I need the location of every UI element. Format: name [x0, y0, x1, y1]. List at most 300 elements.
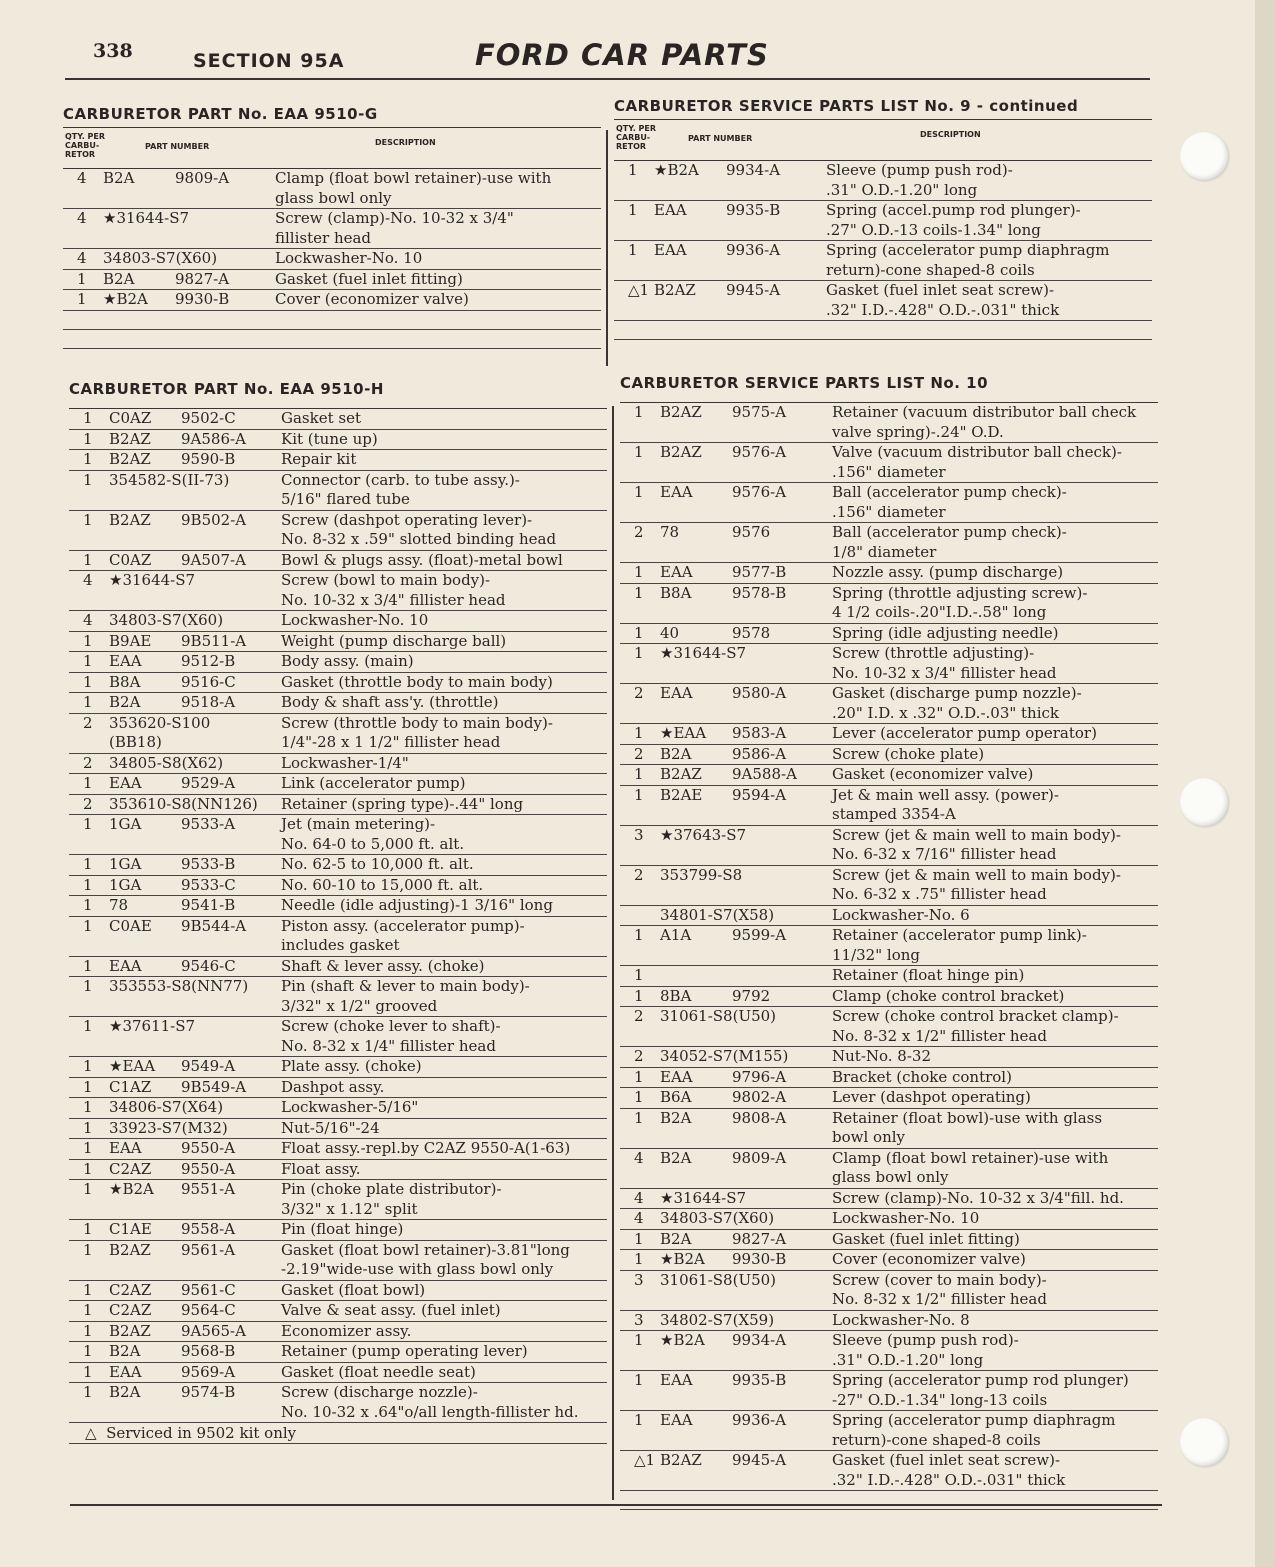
table-row — [69, 430, 607, 451]
qty-cell: 2 — [83, 794, 93, 813]
qty-cell: 3 — [634, 1270, 644, 1289]
qty-cell: 2 — [634, 523, 644, 541]
part-prefix-cell: B2AZ — [109, 1321, 151, 1340]
part-prefix-cell: B2AZ — [109, 510, 151, 529]
part-prefix-cell: B2AZ — [654, 281, 696, 299]
table-row — [620, 443, 1158, 483]
part-base-cell: 9533-A — [181, 815, 236, 833]
part-base-cell: 9935-B — [732, 1371, 787, 1389]
description-cell: Pin (shaft & lever to main body)- 3/32" x 1/2" grooved — [281, 977, 530, 1015]
table-row — [614, 161, 1152, 201]
part-prefix-cell: B2A — [109, 1383, 141, 1401]
description-cell: Shaft & lever assy. (choke) — [281, 956, 485, 975]
part-prefix-cell: C2AZ — [109, 1280, 152, 1299]
description-cell: Jet & main well assy. (power)- stamped 3354-A — [832, 785, 1059, 823]
part-prefix-cell: 40 — [660, 623, 680, 642]
description-cell: Retainer (vacuum distributor ball check valve spring)-.24" O.D. — [832, 403, 1137, 441]
qty-cell: 1 — [83, 916, 93, 935]
description-cell: Screw (cover to main body)- No. 8-32 x 1/2" fillister head — [832, 1270, 1047, 1308]
table-row — [69, 471, 607, 511]
table-row — [620, 826, 1158, 866]
part-prefix-cell: C1AZ — [109, 1077, 152, 1096]
block-heading: CARBURETOR SERVICE PARTS LIST No. 10 — [620, 374, 989, 392]
qty-cell: 1 — [83, 652, 93, 670]
part-prefix-cell: ★B2A — [660, 1250, 705, 1268]
part-base-cell: 9936-A — [726, 241, 781, 259]
part-base-cell: 9549-A — [181, 1057, 236, 1075]
description-cell: Screw (clamp)-No. 10-32 x 3/4"fill. hd. — [832, 1188, 1124, 1207]
description-cell: Gasket (throttle body to main body) — [281, 672, 553, 691]
part-base-cell: 9808-A — [732, 1108, 787, 1127]
part-prefix-cell: EAA — [109, 1362, 142, 1381]
qty-cell: 1 — [83, 815, 93, 833]
parts-list — [63, 169, 601, 349]
part-base-cell: 9936-A — [732, 1411, 787, 1429]
qty-cell: 1 — [634, 583, 644, 602]
part-prefix-cell: 354582-S(II-73) — [109, 470, 230, 489]
table-row — [620, 724, 1158, 745]
qty-cell: △1 — [628, 281, 650, 299]
description-cell: Gasket (float bowl retainer)-3.81"long -2.19"wide-use with glass bowl only — [281, 1240, 570, 1278]
part-prefix-cell: ★B2A — [103, 290, 148, 308]
binder-hole-bottom — [1180, 1418, 1228, 1466]
description-header: DESCRIPTION — [375, 138, 436, 147]
table-row — [620, 584, 1158, 624]
table-row — [620, 926, 1158, 966]
part-prefix-cell: B2A — [660, 1229, 692, 1248]
qty-cell: 1 — [83, 631, 93, 650]
table-row — [63, 311, 601, 330]
part-prefix-cell: EAA — [654, 201, 687, 219]
part-base-cell: 9533-B — [181, 855, 236, 873]
table-row — [620, 403, 1158, 443]
description-cell: Sleeve (pump push rod)- .31" O.D.-1.20" long — [832, 1331, 1019, 1369]
part-base-cell: 9516-C — [181, 672, 236, 691]
part-prefix-cell: EAA — [109, 774, 142, 792]
table-row — [620, 684, 1158, 724]
part-base-cell: 9583-A — [732, 724, 787, 742]
table-row — [620, 1209, 1158, 1230]
qty-cell: 1 — [83, 550, 93, 569]
column-header — [614, 119, 1152, 161]
qty-cell: 4 — [634, 1188, 644, 1207]
qty-cell: 1 — [83, 693, 93, 711]
table-row — [69, 1180, 607, 1220]
table-row — [614, 321, 1152, 340]
part-base-cell: 9575-A — [732, 403, 787, 421]
part-prefix-cell: 1GA — [109, 855, 142, 873]
table-row — [69, 571, 607, 611]
parts-list — [614, 161, 1152, 340]
description-cell: Retainer (spring type)-.44" long — [281, 794, 524, 813]
table-row — [620, 523, 1158, 563]
part-base-cell: 9599-A — [732, 926, 787, 944]
part-prefix-cell: C0AZ — [109, 550, 152, 569]
table-row — [69, 652, 607, 673]
description-cell: Retainer (pump operating lever) — [281, 1342, 528, 1360]
part-base-cell: 9546-C — [181, 956, 236, 975]
description-cell: Dashpot assy. — [281, 1077, 385, 1096]
part-base-cell: 9930-B — [175, 290, 230, 308]
description-cell: Screw (discharge nozzle)- No. 10-32 x .64"o/all length-fillister hd. — [281, 1383, 579, 1421]
description-cell: Pin (float hinge) — [281, 1220, 404, 1238]
part-prefix-cell: 1GA — [109, 875, 142, 894]
part-prefix-cell: 78 — [660, 523, 680, 541]
table-row — [620, 1371, 1158, 1411]
footnote-text: △ Serviced in 9502 kit only — [85, 1424, 297, 1442]
description-cell: No. 60-10 to 15,000 ft. alt. — [281, 875, 484, 894]
part-base-cell: 9B544-A — [181, 916, 247, 935]
description-cell: Lockwasher-No. 6 — [832, 905, 970, 924]
qty-cell: 1 — [634, 785, 644, 804]
part-base-cell: 9576 — [732, 523, 771, 541]
description-cell: Clamp (choke control bracket) — [832, 986, 1065, 1005]
block-service-list-9 — [614, 97, 1152, 340]
header-rule — [65, 78, 1150, 80]
table-row — [69, 957, 607, 978]
table-row — [69, 551, 607, 572]
description-cell: Gasket set — [281, 409, 361, 427]
qty-cell: 1 — [77, 290, 87, 308]
part-base-cell: 9945-A — [732, 1451, 787, 1469]
table-row — [63, 270, 601, 291]
description-cell: Ball (accelerator pump check)- 1/8" diameter — [832, 523, 1067, 561]
table-row — [69, 754, 607, 775]
part-base-cell: 9B502-A — [181, 510, 247, 529]
qty-cell: 1 — [634, 623, 644, 642]
part-prefix-cell: B2A — [660, 744, 692, 763]
description-cell: Lever (dashpot operating) — [832, 1088, 1031, 1106]
part-prefix-cell: ★31644-S7 — [109, 571, 196, 589]
qty-cell: 4 — [77, 209, 87, 227]
table-row — [69, 1119, 607, 1140]
qty-cell: 2 — [634, 684, 644, 702]
part-prefix-cell: B2AZ — [660, 765, 702, 783]
qty-cell: 1 — [83, 450, 93, 468]
part-prefix-cell: B2A — [109, 693, 141, 711]
part-prefix-cell: 8BA — [660, 986, 692, 1005]
qty-cell: △1 — [634, 1451, 656, 1469]
qty-cell: 1 — [634, 483, 644, 501]
part-prefix-cell: B8A — [660, 583, 692, 602]
description-cell: Screw (throttle body to main body)- 1/4"-28 x 1 1/2" fillister head — [281, 713, 553, 751]
table-row — [69, 409, 607, 430]
part-prefix-cell: 33923-S7(M32) — [109, 1118, 228, 1137]
part-prefix-cell: B2A — [109, 1342, 141, 1360]
table-row — [620, 1109, 1158, 1149]
qty-cell: 1 — [83, 1017, 93, 1035]
table-row — [620, 765, 1158, 786]
part-base-cell: 9809-A — [732, 1148, 787, 1167]
table-row — [69, 876, 607, 897]
table-row — [69, 1363, 607, 1384]
footnote — [69, 1423, 607, 1444]
description-cell: Spring (accelerator pump diaphragm return)-cone shaped-8 coils — [832, 1411, 1116, 1449]
table-row — [69, 1301, 607, 1322]
table-row — [620, 1311, 1158, 1332]
description-cell: Gasket (float needle seat) — [281, 1362, 476, 1381]
description-cell: Body assy. (main) — [281, 652, 414, 670]
description-cell: Cover (economizer valve) — [275, 290, 469, 308]
qty-cell: 1 — [83, 1180, 93, 1198]
table-row — [620, 563, 1158, 584]
qty-cell: 2 — [634, 1007, 644, 1025]
table-row — [63, 209, 601, 249]
description-cell: Screw (choke lever to shaft)- No. 8-32 x 1/4" fillister head — [281, 1017, 501, 1055]
qty-cell: 4 — [83, 571, 93, 589]
part-prefix-cell: ★37643-S7 — [660, 825, 747, 844]
page-edge — [1255, 0, 1275, 1567]
part-prefix-cell: 34803-S7(X60) — [660, 1209, 775, 1227]
column-divider-bottom — [612, 406, 614, 1500]
part-prefix-cell: 353620-S100 (BB18) — [109, 713, 211, 751]
part-prefix-cell: C0AZ — [109, 409, 152, 427]
table-row — [620, 906, 1158, 927]
part-prefix-cell: B2A — [103, 169, 135, 187]
part-base-cell: 9590-B — [181, 450, 236, 468]
table-row — [620, 1411, 1158, 1451]
description-cell: Lockwasher-No. 10 — [275, 249, 423, 267]
part-prefix-cell: C1AE — [109, 1220, 152, 1238]
part-number-header: PART NUMBER — [145, 142, 210, 151]
table-row — [620, 1149, 1158, 1189]
table-row — [620, 1250, 1158, 1271]
description-cell: Weight (pump discharge ball) — [281, 631, 507, 650]
qty-cell: 1 — [634, 1067, 644, 1086]
part-base-cell: 9A507-A — [181, 550, 246, 569]
part-base-cell: 9792 — [732, 986, 771, 1005]
description-cell: Nut-No. 8-32 — [832, 1047, 932, 1065]
table-row — [69, 693, 607, 714]
part-prefix-cell: EAA — [654, 241, 687, 259]
qty-cell: 1 — [634, 765, 644, 783]
qty-header: QTY. PER CARBU- RETOR — [65, 132, 106, 159]
part-base-cell: 9578-B — [732, 583, 787, 602]
part-prefix-cell: B2AZ — [660, 443, 702, 461]
table-row — [69, 1281, 607, 1302]
table-row — [620, 644, 1158, 684]
binder-hole-middle — [1180, 778, 1228, 826]
qty-cell: 1 — [83, 510, 93, 529]
table-row — [620, 1491, 1158, 1510]
description-cell: Lockwasher-No. 8 — [832, 1310, 970, 1329]
part-prefix-cell: 353553-S8(NN77) — [109, 977, 249, 995]
table-row — [620, 1230, 1158, 1251]
description-cell: Screw (jet & main well to main body)- No. 6-32 x .75" fillister head — [832, 865, 1121, 903]
column-divider-top — [606, 130, 608, 366]
qty-cell: 1 — [83, 1159, 93, 1178]
table-row — [69, 795, 607, 816]
description-cell: Float assy. — [281, 1159, 361, 1178]
qty-cell: 4 — [634, 1209, 644, 1227]
part-prefix-cell: ★EAA — [660, 724, 707, 742]
table-row — [69, 774, 607, 795]
description-cell: No. 62-5 to 10,000 ft. alt. — [281, 855, 474, 873]
description-cell: Spring (accelerator pump diaphragm return)-cone shaped-8 coils — [826, 241, 1110, 279]
qty-cell: 1 — [634, 926, 644, 944]
description-cell: Cover (economizer valve) — [832, 1250, 1026, 1268]
description-cell: Piston assy. (accelerator pump)- includes gasket — [281, 916, 525, 954]
table-row — [614, 201, 1152, 241]
part-prefix-cell: EAA — [109, 1139, 142, 1157]
part-prefix-cell: 353799-S8 — [660, 865, 743, 884]
part-prefix-cell: B2A — [660, 1148, 692, 1167]
part-prefix-cell: C2AZ — [109, 1159, 152, 1178]
table-row — [63, 290, 601, 311]
qty-cell: 1 — [634, 966, 644, 984]
table-row — [69, 1139, 607, 1160]
qty-cell: 2 — [634, 1047, 644, 1065]
part-base-cell: 9576-A — [732, 483, 787, 501]
part-base-cell: 9B511-A — [181, 631, 247, 650]
qty-cell: 2 — [83, 713, 93, 732]
part-prefix-cell: B2A — [660, 1108, 692, 1127]
table-row — [620, 866, 1158, 906]
table-row — [69, 815, 607, 855]
description-cell: Retainer (float bowl)-use with glass bowl only — [832, 1108, 1103, 1146]
qty-cell: 1 — [83, 672, 93, 691]
part-base-cell: 9827-A — [175, 269, 230, 288]
description-cell: Gasket (economizer valve) — [832, 765, 1034, 783]
qty-cell: 1 — [83, 855, 93, 873]
qty-cell: 1 — [83, 429, 93, 448]
page-number: 338 — [93, 40, 133, 62]
table-row — [620, 1271, 1158, 1311]
qty-cell: 1 — [634, 1229, 644, 1248]
qty-cell: 1 — [83, 977, 93, 995]
part-prefix-cell: B2AZ — [660, 1451, 702, 1469]
table-row — [69, 1383, 607, 1423]
description-cell: Link (accelerator pump) — [281, 774, 466, 792]
description-cell: Gasket (fuel inlet fitting) — [832, 1229, 1020, 1248]
table-row — [69, 1160, 607, 1181]
description-cell: Clamp (float bowl retainer)-use with glass bowl only — [832, 1148, 1109, 1186]
table-row — [620, 624, 1158, 645]
table-row — [69, 1078, 607, 1099]
qty-cell: 1 — [634, 1108, 644, 1127]
description-cell: Gasket (float bowl) — [281, 1280, 426, 1299]
description-cell: Screw (bowl to main body)- No. 10-32 x 3/4" fillister head — [281, 571, 506, 609]
part-prefix-cell: 34803-S7(X60) — [109, 611, 224, 629]
description-cell: Gasket (discharge pump nozzle)- .20" I.D. x .32" O.D.-.03" thick — [832, 684, 1082, 722]
part-prefix-cell: ★31644-S7 — [660, 644, 747, 662]
description-cell: Sleeve (pump push rod)- .31" O.D.-1.20" long — [826, 161, 1013, 199]
part-base-cell: 9594-A — [732, 785, 787, 804]
table-row — [63, 249, 601, 270]
qty-cell: 1 — [83, 1077, 93, 1096]
qty-cell: 3 — [634, 825, 644, 844]
part-base-cell: 9569-A — [181, 1362, 236, 1381]
qty-cell: 1 — [634, 1371, 644, 1389]
part-base-cell: 9A565-A — [181, 1321, 246, 1340]
table-row — [69, 673, 607, 694]
part-prefix-cell: EAA — [660, 563, 693, 581]
part-prefix-cell: ★B2A — [660, 1331, 705, 1349]
part-base-cell: 9518-A — [181, 693, 236, 711]
part-base-cell: 9574-B — [181, 1383, 236, 1401]
part-base-cell: 9512-B — [181, 652, 236, 670]
part-prefix-cell: B2AZ — [660, 403, 702, 421]
description-cell: Bowl & plugs assy. (float)-metal bowl — [281, 550, 563, 569]
qty-cell: 4 — [77, 169, 87, 187]
part-base-cell: 9550-A — [181, 1159, 236, 1178]
part-base-cell: 9B549-A — [181, 1077, 247, 1096]
description-cell: Needle (idle adjusting)-1 3/16" long — [281, 896, 553, 914]
table-row — [69, 511, 607, 551]
part-prefix-cell: B2AZ — [109, 1240, 151, 1259]
part-prefix-cell: EAA — [660, 1067, 693, 1086]
table-row — [620, 966, 1158, 987]
table-row — [620, 1088, 1158, 1109]
table-row — [620, 1047, 1158, 1068]
part-prefix-cell: 78 — [109, 896, 129, 914]
table-row — [620, 1068, 1158, 1089]
part-prefix-cell: 353610-S8(NN126) — [109, 794, 258, 813]
block-heading: CARBURETOR SERVICE PARTS LIST No. 9 - continued — [614, 97, 1079, 115]
qty-cell: 1 — [83, 956, 93, 975]
parts-list — [620, 402, 1158, 1510]
description-cell: Connector (carb. to tube assy.)- 5/16" flared tube — [281, 470, 520, 508]
qty-cell: 1 — [634, 1088, 644, 1106]
part-base-cell: 9529-A — [181, 774, 236, 792]
description-cell: Pin (choke plate distributor)- 3/32" x 1.12" split — [281, 1180, 502, 1218]
part-base-cell: 9796-A — [732, 1067, 787, 1086]
table-row — [69, 1241, 607, 1281]
part-base-cell: 9827-A — [732, 1229, 787, 1248]
table-row — [69, 917, 607, 957]
qty-cell: 1 — [83, 409, 93, 427]
description-cell: Plate assy. (choke) — [281, 1057, 422, 1075]
part-base-cell: 9561-C — [181, 1280, 236, 1299]
qty-cell: 1 — [83, 1220, 93, 1238]
description-cell: Retainer (float hinge pin) — [832, 966, 1025, 984]
table-row — [69, 1057, 607, 1078]
part-number-header: PART NUMBER — [688, 134, 753, 143]
description-cell: Clamp (float bowl retainer)-use with glass bowl only — [275, 169, 552, 207]
description-cell: Spring (accelerator pump rod plunger) -27" O.D.-1.34" long-13 coils — [832, 1371, 1129, 1409]
qty-cell: 3 — [634, 1310, 644, 1329]
description-cell: Lockwasher-No. 10 — [832, 1209, 980, 1227]
description-cell: Retainer (accelerator pump link)- 11/32" long — [832, 926, 1087, 964]
part-prefix-cell: B8A — [109, 672, 141, 691]
part-prefix-cell: ★31644-S7 — [660, 1188, 747, 1207]
part-prefix-cell: B2AZ — [109, 429, 151, 448]
qty-cell: 1 — [83, 896, 93, 914]
description-cell: Lockwasher-No. 10 — [281, 611, 429, 629]
table-row — [614, 241, 1152, 281]
part-base-cell: 9550-A — [181, 1139, 236, 1157]
qty-cell: 1 — [634, 443, 644, 461]
block-heading: CARBURETOR PART No. EAA 9510-G — [63, 105, 378, 123]
qty-cell: 2 — [634, 744, 644, 763]
qty-cell: 1 — [83, 1240, 93, 1259]
table-row — [69, 1322, 607, 1343]
part-base-cell: 9558-A — [181, 1220, 236, 1238]
block-eaa-9510-g — [63, 105, 601, 349]
description-cell: Jet (main metering)- No. 64-0 to 5,000 ft. alt. — [281, 815, 465, 853]
part-prefix-cell: ★B2A — [654, 161, 699, 179]
description-cell: Spring (accel.pump rod plunger)- .27" O.D.-13 coils-1.34" long — [826, 201, 1081, 239]
part-prefix-cell: B2A — [103, 269, 135, 288]
part-prefix-cell: 34052-S7(M155) — [660, 1047, 789, 1065]
table-row — [614, 281, 1152, 321]
qty-cell: 4 — [634, 1148, 644, 1167]
description-cell: Float assy.-repl.by C2AZ 9550-A(1-63) — [281, 1139, 571, 1157]
qty-cell: 4 — [83, 611, 93, 629]
description-cell: Screw (clamp)-No. 10-32 x 3/4" fillister head — [275, 209, 514, 247]
part-base-cell: 9564-C — [181, 1301, 236, 1319]
description-cell: Lockwasher-5/16" — [281, 1098, 419, 1116]
